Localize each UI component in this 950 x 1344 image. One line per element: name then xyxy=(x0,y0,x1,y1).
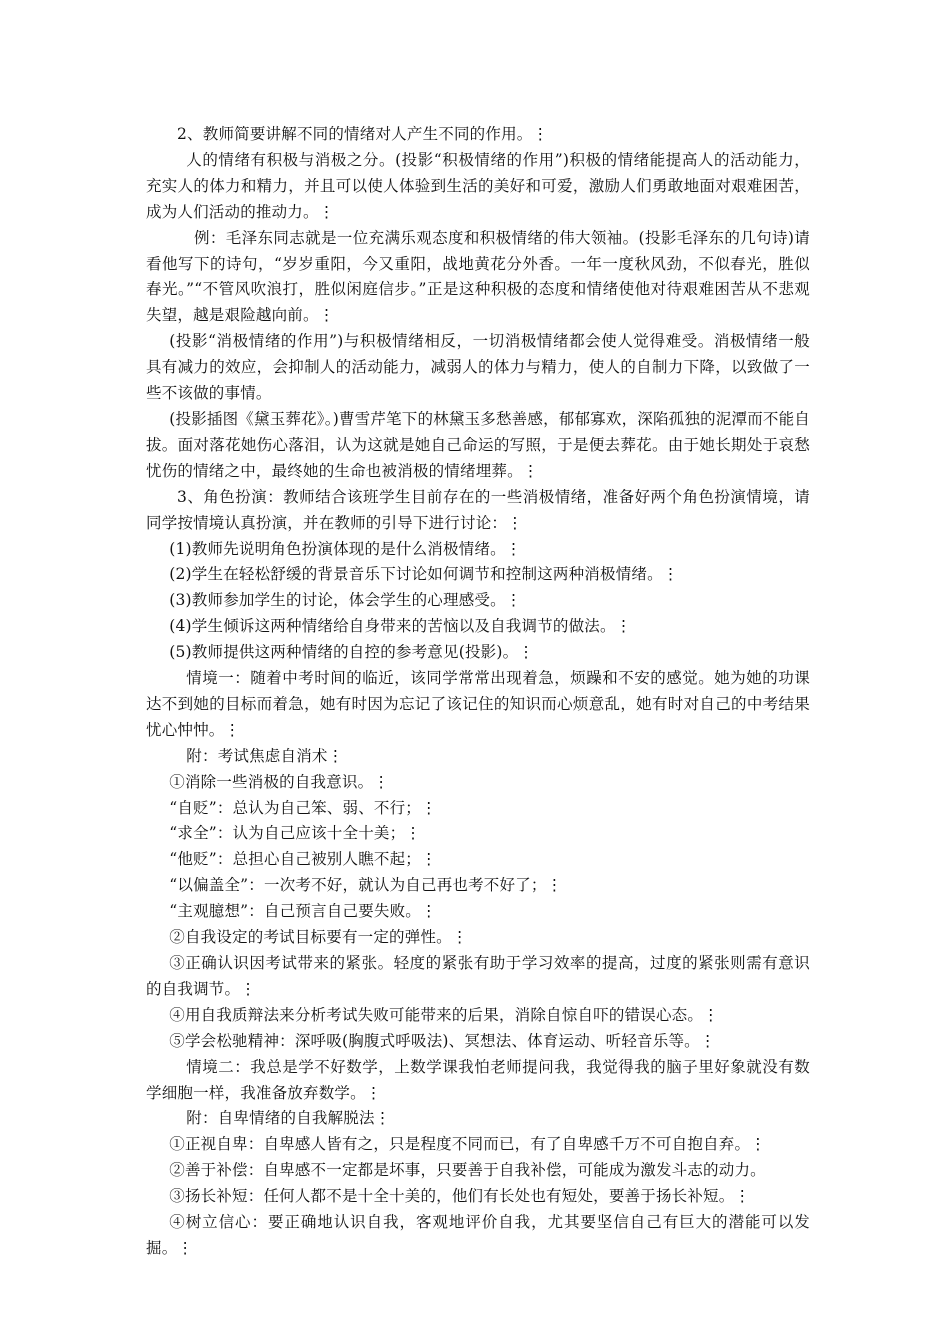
paragraph-negative-emotion: (投影“消极情绪的作用”)与积极情绪相反，一切消极情绪都会使人觉得难受。消极情绪一般具有减力的效应，会抑制人的活动能力，减弱人的体力与精力，使人的自制力下降，以致做了一些不该做的事情。 xyxy=(146,332,810,403)
tip-item-3: ③正确认识因考试带来的紧张。轻度的紧张有助于学习效率的提高，过度的紧张则需有意识的自我调节。⋮ xyxy=(146,954,810,998)
tip-item-2: ②自我设定的考试目标要有一定的弹性。⋮ xyxy=(169,928,468,947)
list-item-1: (1)教师先说明角色扮演体现的是什么消极情绪。⋮ xyxy=(169,539,522,558)
document-body xyxy=(146,122,810,1262)
method-item-4: ④树立信心：要正确地认识自我，客观地评价自我，尤其要坚信自己有巨大的潜能可以发掘。⋮ xyxy=(146,1213,810,1257)
tip-item-perfectionism: “求全”：认为自己应该十全十美；⋮ xyxy=(169,824,421,843)
method-item-2: ②善于补偿：自卑感不一定都是坏事，只要善于自我补偿，可能成为激发斗志的动力。 xyxy=(169,1161,766,1180)
paragraph-example-mao: 例：毛泽东同志就是一位充满乐观态度和积极情绪的伟大领袖。(投影毛泽东的几句诗)请看他写下的诗句，“岁岁重阳，今又重阳，战地黄花分外香。一年一度秋风劲，不似春光，胜似春光。”“不管风吹浪打，胜似闲庭信步。”正是这种积极的态度和情绪使他对待艰难困苦从不悲观失望，越是艰险越向前。⋮ xyxy=(146,228,810,325)
tip-item-subjective-assumption: “主观臆想”：自己预言自己要失败。⋮ xyxy=(169,902,437,921)
tip-item-self-deprecation: “自贬”：总认为自己笨、弱、不行；⋮ xyxy=(169,798,437,817)
tip-item-5: ⑤学会松驰精神：深呼吸(胸腹式呼吸法)、冥想法、体育运动、听轻音乐等。⋮ xyxy=(169,1031,716,1050)
paragraph-daiyu: (投影插图《黛玉葬花》。)曹雪芹笔下的林黛玉多愁善感，郁郁寡欢，深陷孤独的泥潭而不能自拔。面对落花她伤心落泪，认为这就是她自己命运的写照，于是便去葬花。由于她长期处于哀愁忧伤的情绪之中，最终她的生命也被消极的情绪埋葬。⋮ xyxy=(146,409,810,480)
paragraph-positive-emotion: 人的情绪有积极与消极之分。(投影“积极情绪的作用”)积极的情绪能提高人的活动能力，充实人的体力和精力，并且可以使人体验到生活的美好和可爱，激励人们勇敢地面对艰难困苦，成为人们活动的推动力。⋮ xyxy=(146,150,810,221)
tip-item-4: ④用自我质辩法来分析考试失败可能带来的后果，消除自惊自吓的错误心态。⋮ xyxy=(169,1005,719,1024)
list-item-5: (5)教师提供这两种情绪的自控的参考意见(投影)。⋮ xyxy=(169,643,535,662)
list-item-3: (3)教师参加学生的讨论，体会学生的心理感受。⋮ xyxy=(169,591,522,610)
list-item-2: (2)学生在轻松舒缓的背景音乐下讨论如何调节和控制这两种消极情绪。⋮ xyxy=(169,565,679,584)
paragraph-appendix-1-title: 附：考试焦虑自消术⋮ xyxy=(186,746,344,765)
tip-item-1: ①消除一些消极的自我意识。⋮ xyxy=(169,772,390,791)
paragraph-appendix-2-title: 附：自卑情绪的自我解脱法⋮ xyxy=(186,1109,391,1128)
method-item-1: ①正视自卑：自卑感人皆有之，只是程度不同而已，有了自卑感千万不可自抱自弃。⋮ xyxy=(169,1135,766,1154)
tip-item-overgeneralization: “以偏盖全”：一次考不好，就认为自己再也考不好了；⋮ xyxy=(169,876,563,895)
paragraph-section-2: 2、教师简要讲解不同的情绪对人产生不同的作用。⋮ xyxy=(177,125,549,143)
paragraph-scenario-1: 情境一：随着中考时间的临近，该同学常常出现着急，烦躁和不安的感觉。她为她的功课达不到她的目标而着急，她有时因为忘记了该记住的知识而心烦意乱，她有时对自己的中考结果忧心忡忡。⋮ xyxy=(146,669,810,739)
list-item-4: (4)学生倾诉这两种情绪给自身带来的苦恼以及自我调节的做法。⋮ xyxy=(169,617,632,636)
paragraph-section-3: 3、角色扮演：教师结合该班学生目前存在的一些消极情绪，准备好两个角色扮演情境，请同学按情境认真扮演，并在教师的引导下进行讨论：⋮ xyxy=(146,487,810,532)
paragraph-scenario-2: 情境二：我总是学不好数学，上数学课我怕老师提问我，我觉得我的脑子里好象就没有数学细胞一样，我准备放弃数学。⋮ xyxy=(146,1057,810,1102)
method-item-3: ③扬长补短：任何人都不是十全十美的，他们有长处也有短处，要善于扬长补短。⋮ xyxy=(169,1187,751,1206)
tip-item-others-judgement: “他贬”：总担心自己被别人瞧不起；⋮ xyxy=(169,850,437,869)
